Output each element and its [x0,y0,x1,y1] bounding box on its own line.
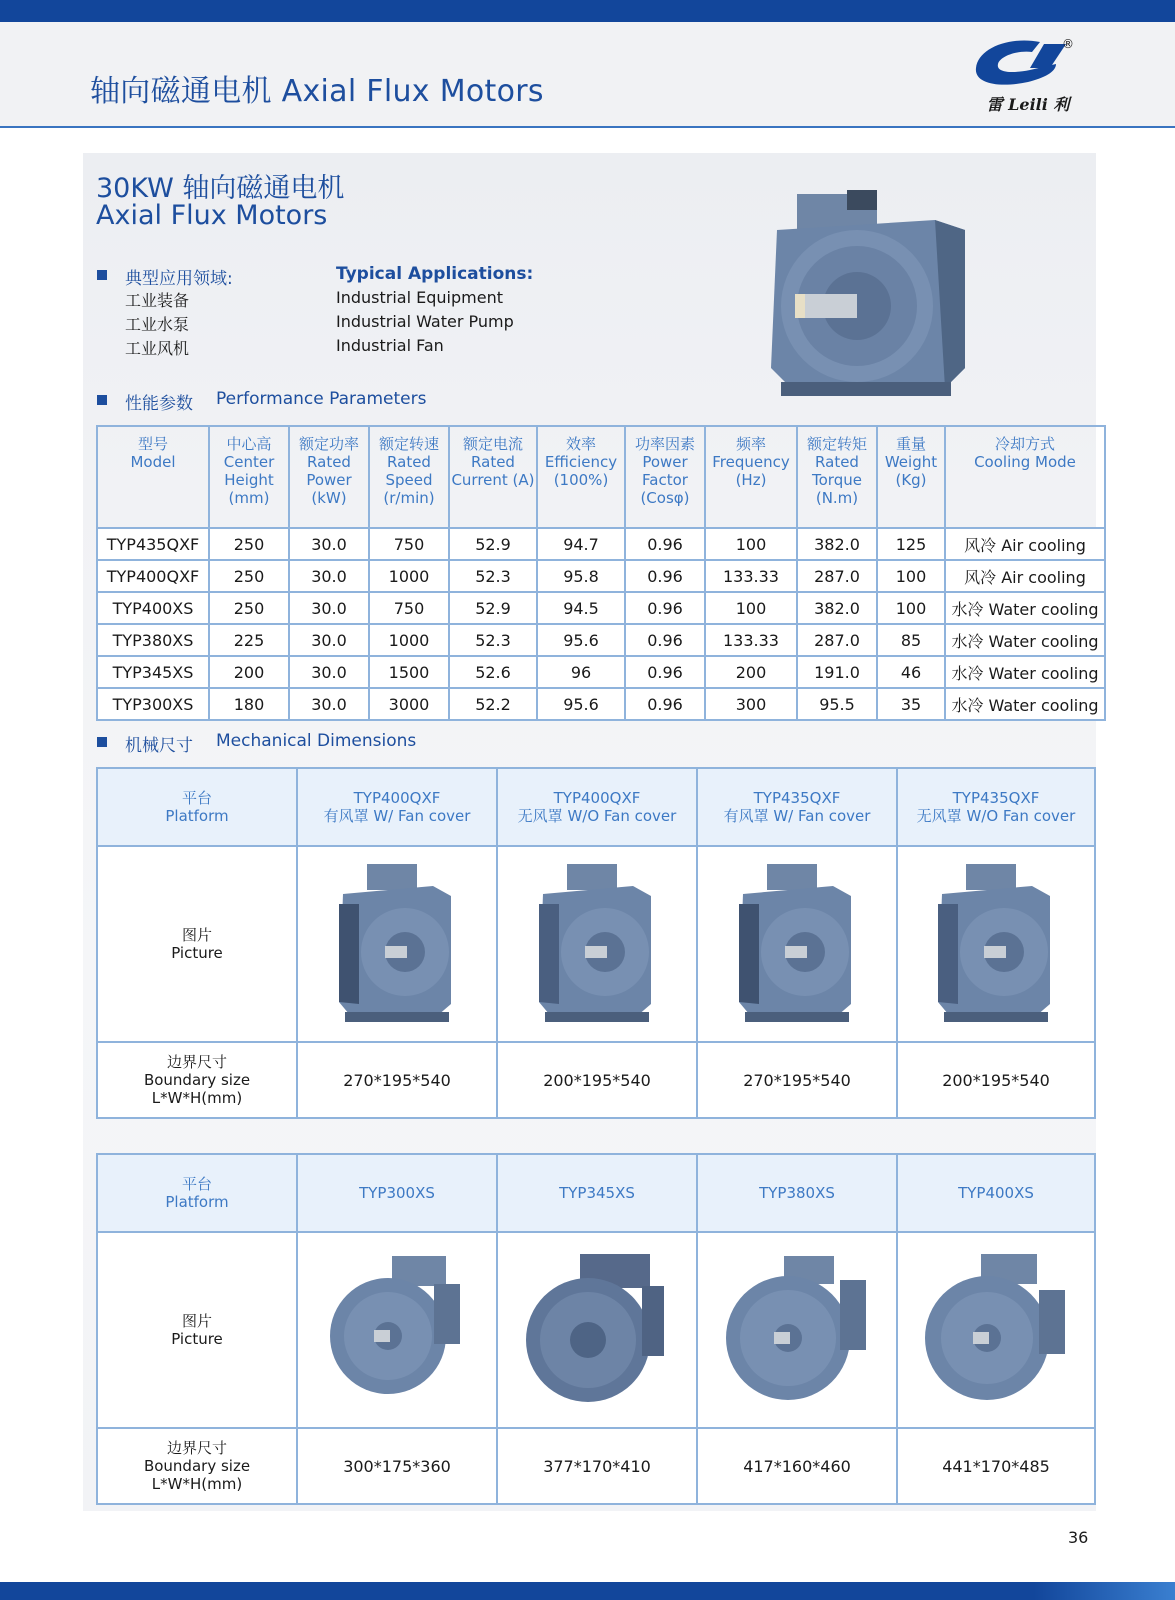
motor-picture [897,1232,1095,1428]
table-cell: 94.5 [537,592,625,624]
mechanical-title-cn: 机械尺寸 [125,736,193,756]
boundary-label: 边界尺寸 Boundary size L*W*H(mm) [97,1428,297,1504]
table-cell: 200 [705,656,797,688]
performance-title-en: Performance Parameters [216,389,427,409]
header-rated-speed: 额定转速 Rated Speed (r/min) [369,426,449,528]
table-cell: 287.0 [797,560,877,592]
page-title: 轴向磁通电机 Axial Flux Motors [90,74,544,109]
table-cell: 287.0 [797,624,877,656]
table-cell: 95.5 [797,688,877,720]
section-title-en: Axial Flux Motors [96,200,328,231]
header-cooling-mode: 冷却方式 Cooling Mode [945,426,1105,528]
table-cell: TYP435QXF [97,528,209,560]
table-cell: 95.6 [537,688,625,720]
boundary-row [97,1042,1095,1118]
platform-cell: TYP400QXF 有风罩 W/ Fan cover [297,768,497,846]
table-cell: TYP380XS [97,624,209,656]
bullet-icon [97,270,107,280]
table-cell: TYP400XS [97,592,209,624]
motor-image [322,1250,472,1410]
table-cell: 52.6 [449,656,537,688]
motor-picture [897,846,1095,1042]
table-cell: 1000 [369,560,449,592]
table-cell: 水冷 Water cooling [945,688,1105,720]
header-center-height: 中心高 Center Height (mm) [209,426,289,528]
table-cell: 0.96 [625,656,705,688]
boundary-size: 270*195*540 [297,1042,497,1118]
motor-picture [497,1232,697,1428]
table-cell: 0.96 [625,688,705,720]
boundary-size: 417*160*460 [697,1428,897,1504]
application-item-cn: 工业装备 [125,291,190,310]
table-header-row [97,768,1095,846]
header-rated-torque: 额定转矩 Rated Torque (N.m) [797,426,877,528]
table-cell: 水冷 Water cooling [945,624,1105,656]
table-cell: 133.33 [705,624,797,656]
table-cell: 30.0 [289,560,369,592]
performance-table [96,425,1106,721]
applications-label-en: Typical Applications: [336,264,534,284]
table-cell: 85 [877,624,945,656]
top-bar [0,0,1175,22]
table-cell: 180 [209,688,289,720]
table-cell: 水冷 Water cooling [945,592,1105,624]
motor-picture [697,846,897,1042]
table-cell: 52.3 [449,560,537,592]
table-cell: 100 [877,592,945,624]
header-divider [0,126,1175,128]
motor-picture [297,846,497,1042]
picture-label: 图片 Picture [97,1232,297,1428]
table-cell: 1500 [369,656,449,688]
dimensions-table-xs [96,1153,1096,1505]
logo-text: 雷 Leili 利 [986,95,1070,114]
boundary-row [97,1428,1095,1504]
platform-label: 平台 Platform [97,768,297,846]
table-cell: 100 [877,560,945,592]
table-cell: 95.8 [537,560,625,592]
bullet-icon [97,395,107,405]
header-power-factor: 功率因素 Power Factor (Cosφ) [625,426,705,528]
platform-cell: TYP435QXF 有风罩 W/ Fan cover [697,768,897,846]
table-cell: 191.0 [797,656,877,688]
table-row [97,688,1105,720]
table-cell: 100 [705,592,797,624]
table-cell: 52.3 [449,624,537,656]
page-number: 36 [1068,1528,1089,1547]
boundary-size: 270*195*540 [697,1042,897,1118]
motor-image [936,864,1056,1024]
table-cell: 1000 [369,624,449,656]
table-cell: 200 [209,656,289,688]
dimensions-table-qxf [96,767,1096,1119]
header-rated-power: 额定功率 Rated Power (kW) [289,426,369,528]
header-frequency: 频率 Frequency (Hz) [705,426,797,528]
application-item-en: Industrial Equipment [336,288,503,307]
boundary-size: 441*170*485 [897,1428,1095,1504]
table-row [97,528,1105,560]
table-cell: TYP345XS [97,656,209,688]
table-row [97,592,1105,624]
boundary-size: 200*195*540 [897,1042,1095,1118]
bullet-icon [97,737,107,747]
motor-image [737,864,857,1024]
table-cell: 96 [537,656,625,688]
platform-label: 平台 Platform [97,1154,297,1232]
performance-title-cn: 性能参数 [125,394,193,414]
table-row [97,656,1105,688]
boundary-size: 300*175*360 [297,1428,497,1504]
table-cell: 250 [209,528,289,560]
motor-picture [697,1232,897,1428]
table-cell: 100 [705,528,797,560]
picture-label: 图片 Picture [97,846,297,1042]
table-cell: 0.96 [625,624,705,656]
table-cell: 133.33 [705,560,797,592]
table-cell: 52.9 [449,528,537,560]
platform-cell: TYP300XS [297,1154,497,1232]
table-cell: 250 [209,560,289,592]
platform-cell: TYP400QXF 无风罩 W/O Fan cover [497,768,697,846]
table-row [97,560,1105,592]
table-cell: 46 [877,656,945,688]
mechanical-title-en: Mechanical Dimensions [216,731,417,751]
table-cell: 0.96 [625,528,705,560]
table-header-row [97,1154,1095,1232]
boundary-size: 377*170*410 [497,1428,697,1504]
bottom-bar [0,1582,1175,1600]
table-cell: 0.96 [625,560,705,592]
table-cell: 125 [877,528,945,560]
table-cell: 382.0 [797,592,877,624]
table-row [97,624,1105,656]
application-item-cn: 工业水泵 [125,315,190,334]
table-cell: 30.0 [289,656,369,688]
motor-hero-image [765,190,985,400]
table-cell: 风冷 Air cooling [945,528,1105,560]
table-cell: 382.0 [797,528,877,560]
picture-row [97,1232,1095,1428]
platform-cell: TYP345XS [497,1154,697,1232]
application-item-en: Industrial Water Pump [336,312,514,331]
table-cell: 0.96 [625,592,705,624]
motor-image [522,1250,672,1410]
section-title-cn: 30KW 轴向磁通电机 [96,173,345,204]
table-cell: 30.0 [289,688,369,720]
table-cell: 35 [877,688,945,720]
header-rated-current: 额定电流 Rated Current (A) [449,426,537,528]
motor-picture [497,846,697,1042]
table-cell: 水冷 Water cooling [945,656,1105,688]
boundary-size: 200*195*540 [497,1042,697,1118]
table-cell: 3000 [369,688,449,720]
header-model: 型号 Model [97,426,209,528]
application-item-en: Industrial Fan [336,336,444,355]
table-cell: 300 [705,688,797,720]
platform-cell: TYP435QXF 无风罩 W/O Fan cover [897,768,1095,846]
motor-picture [297,1232,497,1428]
application-item-cn: 工业风机 [125,339,190,358]
motor-image [921,1250,1071,1410]
table-cell: 95.6 [537,624,625,656]
table-header-row [97,426,1105,528]
svg-text:®: ® [1062,37,1074,51]
header-efficiency: 效率 Efficiency (100%) [537,426,625,528]
table-cell: TYP400QXF [97,560,209,592]
boundary-label: 边界尺寸 Boundary size L*W*H(mm) [97,1042,297,1118]
table-cell: TYP300XS [97,688,209,720]
motor-image [722,1250,872,1410]
header-weight: 重量 Weight (Kg) [877,426,945,528]
platform-cell: TYP400XS [897,1154,1095,1232]
table-cell: 750 [369,592,449,624]
table-cell: 52.9 [449,592,537,624]
table-cell: 30.0 [289,528,369,560]
picture-row [97,846,1095,1042]
table-cell: 30.0 [289,592,369,624]
table-cell: 52.2 [449,688,537,720]
table-cell: 30.0 [289,624,369,656]
motor-image [537,864,657,1024]
table-cell: 750 [369,528,449,560]
table-cell: 94.7 [537,528,625,560]
table-cell: 225 [209,624,289,656]
table-cell: 风冷 Air cooling [945,560,1105,592]
platform-cell: TYP380XS [697,1154,897,1232]
table-cell: 250 [209,592,289,624]
motor-image [337,864,457,1024]
applications-label-cn: 典型应用领域: [125,269,233,289]
